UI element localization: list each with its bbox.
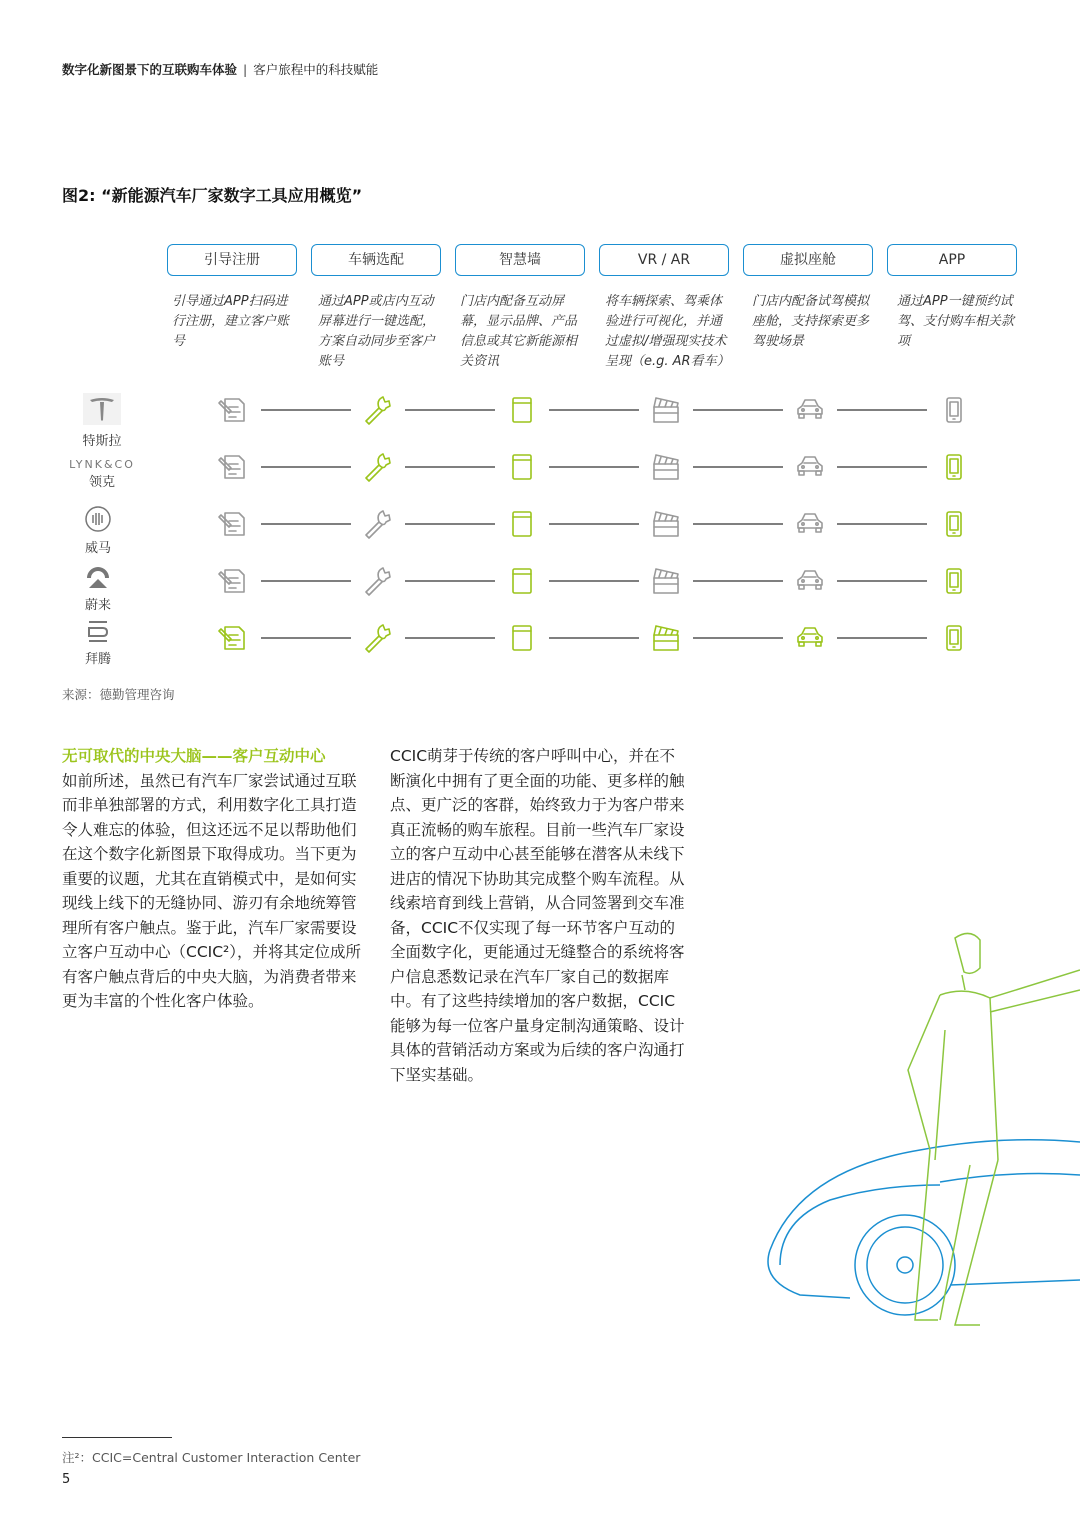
category-desc-cockpit: 门店内配备试驾模拟座舱，支持探索更多驾驶场景 bbox=[752, 294, 870, 349]
page-number: 5 bbox=[62, 1472, 71, 1487]
wrench-icon bbox=[366, 625, 390, 652]
header-separator: | bbox=[243, 62, 248, 77]
phone-icon bbox=[947, 455, 961, 479]
brand-label: 威马 bbox=[84, 541, 111, 556]
wrench-icon bbox=[366, 397, 390, 424]
clapper-icon bbox=[654, 455, 678, 479]
lynkco-logo-text: LYNK&CO bbox=[69, 458, 135, 471]
header-subtitle: 客户旅程中的科技赋能 bbox=[253, 62, 379, 77]
category-box-vr-ar: VR / AR bbox=[599, 244, 729, 276]
car-icon bbox=[798, 400, 822, 418]
wrench-icon bbox=[366, 454, 390, 481]
category-box-config: 车辆选配 bbox=[311, 244, 441, 276]
category-box-app: APP bbox=[887, 244, 1017, 276]
man-with-car-illustration bbox=[740, 920, 1080, 1340]
right-column-body: CCIC萌芽于传统的客户呼叫中心，并在不断演化中拥有了更全面的功能、更多样的触点、更广泛的客群，始终致力于为客户带来真正流畅的购车旅程。目前一些汽车厂家设立的客户互动中心甚至能够在潜客从未线下进店的情况下协助其完成整个购车流程。从线索培育到线上营销，从合同签署到交车准备，CCIC不仅实现了每一环节客户互动的全面数字化，更能通过无缝整合的系统将客户信息悉数记录在汽车厂家自己的数据库中。有了这些持续增加的客户数据，CCIC能够为每一位客户量身定制沟通策略、设计具体的营销活动方案或为后续的客户沟通打下坚实基础。 bbox=[390, 747, 685, 1084]
screen-icon bbox=[513, 512, 531, 536]
category-desc-vr-ar: 将车辆探索、驾乘体验进行可视化，并通过虚拟/增强现实技术呈现（e.g. AR看车） bbox=[605, 294, 730, 369]
category-desc-register: 引导通过APP扫码进行注册，建立客户账号 bbox=[172, 294, 290, 349]
category-desc-config: 通过APP或店内互动屏幕进行一键选配，方案自动同步至客户账号 bbox=[318, 294, 436, 369]
screen-icon bbox=[513, 626, 531, 650]
wrench-icon bbox=[366, 568, 390, 595]
brand-label: 拜腾 bbox=[84, 652, 111, 667]
car-icon bbox=[798, 571, 822, 589]
category-box-smart-wall: 智慧墙 bbox=[455, 244, 585, 276]
screen-icon bbox=[513, 398, 531, 422]
figure-source: 来源：德勤管理咨询 bbox=[62, 687, 175, 702]
phone-icon bbox=[947, 569, 961, 593]
running-header bbox=[62, 60, 378, 78]
man-outline-icon bbox=[908, 933, 1080, 1325]
form-icon bbox=[219, 399, 244, 421]
clapper-icon bbox=[654, 626, 678, 650]
category-box-cockpit: 虚拟座舱 bbox=[743, 244, 873, 276]
right-column bbox=[390, 744, 690, 1087]
phone-icon bbox=[947, 512, 961, 536]
car-icon bbox=[798, 457, 822, 475]
left-column bbox=[62, 744, 362, 1014]
form-icon bbox=[219, 627, 244, 649]
car-outline-icon bbox=[768, 1140, 1080, 1315]
figure-title: 图2: “新能源汽车厂家数字工具应用概览” bbox=[62, 186, 363, 205]
phone-icon bbox=[947, 626, 961, 650]
screen-icon bbox=[513, 569, 531, 593]
section-heading: 无可取代的中央大脑——客户互动中心 bbox=[62, 747, 326, 765]
car-icon bbox=[798, 514, 822, 532]
clapper-icon bbox=[654, 398, 678, 422]
car-icon bbox=[798, 628, 822, 646]
brand-label: 领克 bbox=[88, 475, 115, 490]
wrench-icon bbox=[366, 511, 390, 538]
clapper-icon bbox=[654, 512, 678, 536]
category-desc-app: 通过APP一键预约试驾、支付购车相关款项 bbox=[897, 294, 1015, 349]
form-icon bbox=[219, 456, 244, 478]
header-title: 数字化新图景下的互联购车体验 bbox=[62, 62, 238, 77]
form-icon bbox=[219, 570, 244, 592]
phone-icon bbox=[947, 398, 961, 422]
left-column-body: 如前所述，虽然已有汽车厂家尝试通过互联而非单独部署的方式，利用数字化工具打造令人难忘的体验，但这还远不足以帮助他们在这个数字化新图景下取得成功。当下更为重要的议题，尤其在直销模式中，是如何实现线上线下的无缝协同、游刃有余地统筹管理所有客户触点。鉴于此，汽车厂家需要设立客户互动中心（CCIC²），并将其定位成所有客户触点背后的中央大脑，为消费者带来更为丰富的个性化客户体验。 bbox=[62, 771, 362, 1010]
clapper-icon bbox=[654, 569, 678, 593]
footnote: 注²：CCIC=Central Customer Interaction Center bbox=[62, 1450, 361, 1465]
tools-matrix bbox=[0, 380, 1080, 670]
screen-icon bbox=[513, 455, 531, 479]
category-desc-smart-wall: 门店内配备互动屏幕，显示品牌、产品信息或其它新能源相关资讯 bbox=[460, 294, 578, 369]
form-icon bbox=[219, 513, 244, 535]
footnote-divider bbox=[62, 1437, 172, 1438]
brand-label: 蔚来 bbox=[84, 598, 111, 613]
brand-label: 特斯拉 bbox=[82, 434, 122, 449]
category-box-register: 引导注册 bbox=[167, 244, 297, 276]
